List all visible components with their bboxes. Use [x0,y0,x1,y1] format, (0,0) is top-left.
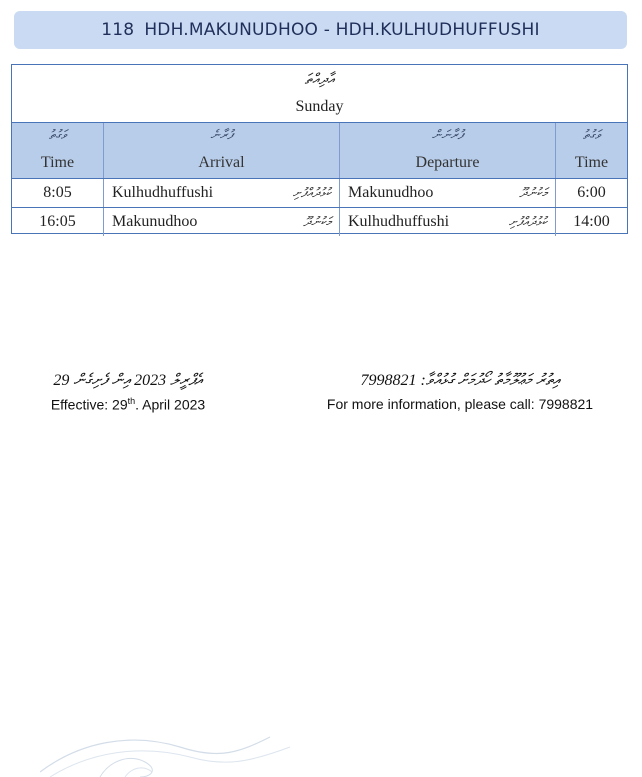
day-label-english: Sunday [295,98,344,115]
column-header-english: Time [574,154,609,171]
column-header-row [12,123,627,179]
arrival-time: 16:05 [12,208,104,236]
effective-label: Effective: [50,396,109,413]
route-title-banner [14,11,627,49]
column-header-dhivehi: ފުރާނެ [210,127,233,142]
departure-place [340,179,556,207]
day-label-dhivehi: އާދިއްތަ [304,72,335,88]
column-header-dhivehi: ވަގުތު [582,127,601,142]
arrival-place-dhivehi: މަކުނުދޫ [303,214,331,229]
day-header [12,65,627,123]
contact-info-english: For more information, please call: 7998821 [326,396,594,412]
column-header-dhivehi: ވަގުތު [48,127,67,142]
effective-month-year: . April 2023 [135,396,206,413]
arrival-place [104,208,340,236]
departure-place [340,208,556,236]
contact-info-dhivehi: އިތުރު މަޢުލޫމާތު ހޯދުމަށް ގުޅުއްވާ: 7998821 [360,372,560,389]
departure-place-english: Makunudhoo [348,184,434,201]
column-header-departure-time [556,123,627,178]
effective-date-dhivehi: 29 އެޕްރީލް 2023 އިން ފެށިގެން [53,372,203,389]
arrival-place [104,179,340,207]
column-header-english: Time [40,154,75,171]
effective-date-note [28,372,228,413]
column-header-arrival [104,123,340,178]
departure-time: 14:00 [573,213,610,230]
effective-date-english [28,396,228,413]
effective-day-suffix: th [127,396,136,406]
contact-info-note [305,372,615,412]
route-name: HDH.MAKUNUDHOO - HDH.KULHUDHUFFUSHI [144,20,540,40]
arrival-place-dhivehi: ކުޅުދުއްފުށި [292,185,331,200]
column-header-departure [340,123,556,178]
column-header-arrival-time [12,123,104,178]
departure-place-dhivehi: ކުޅުދުއްފުށި [508,214,547,229]
column-header-dhivehi: ފުރާނަން [431,127,464,142]
departure-place-english: Kulhudhuffushi [348,213,450,230]
table-row [12,208,627,236]
column-header-english: Arrival [198,154,245,171]
arrival-time: 8:05 [12,179,104,207]
arrival-place-english: Kulhudhuffushi [112,184,214,201]
departure-place-dhivehi: މަކުނުދޫ [519,185,547,200]
arrival-place-english: Makunudhoo [112,213,198,230]
table-row [12,179,627,208]
decorative-swirl-watermark [40,722,300,777]
departure-time: 6:00 [577,184,606,201]
column-header-english: Departure [415,154,480,171]
route-number: 118 [101,20,135,40]
effective-day: 29 [112,396,128,413]
schedule-table [11,64,628,234]
